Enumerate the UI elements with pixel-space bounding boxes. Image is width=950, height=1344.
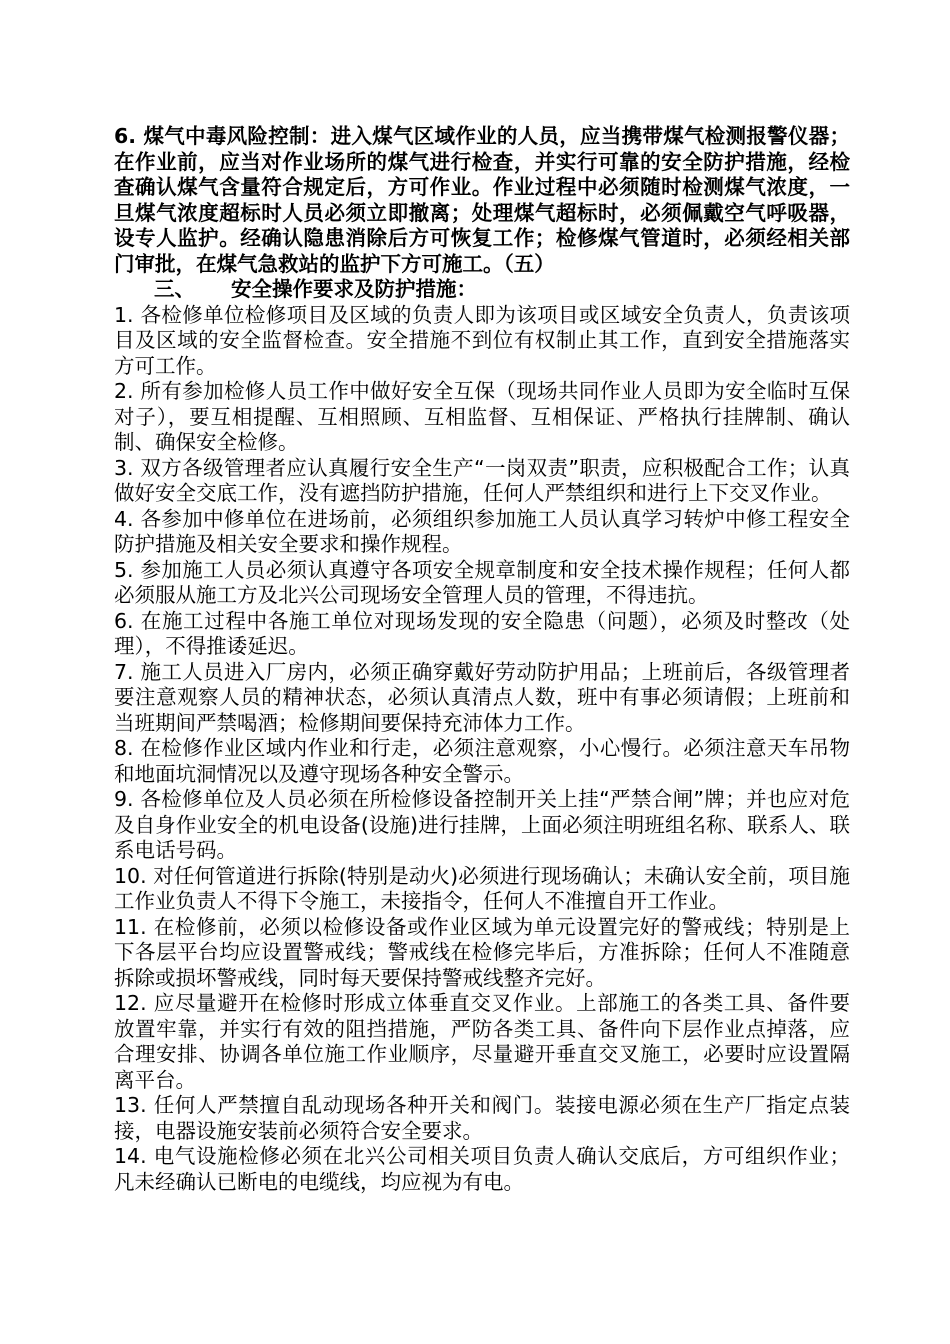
section-heading: [114, 277, 850, 303]
list-item-3: 3. 双方各级管理者应认真履行安全生产“一岗双责”职责，应积极配合工作；认真做好安全交底工作，没有遮挡防护措施，任何人严禁组织和进行上下交叉作业。: [114, 455, 850, 505]
list-item-5: 5. 参加施工人员必须认真遵守各项安全规章制度和安全技术操作规程；任何人都必须服从施工方及北兴公司现场安全管理人员的管理，不得违抗。: [114, 557, 850, 607]
list-item-8: 8. 在检修作业区域内作业和行走，必须注意观察，小心慢行。必须注意天车吊物和地面坑洞情况以及遵守现场各种安全警示。: [114, 736, 850, 786]
list-item-11: 11. 在检修前，必须以检修设备或作业区域为单元设置完好的警戒线；特别是上下各层平台均应设置警戒线；警戒线在检修完毕后，方准拆除；任何人不准随意拆除或损坏警戒线，同时每天要保持警戒线整齐完好。: [114, 914, 850, 990]
list-item-7: 7. 施工人员进入厂房内，必须正确穿戴好劳动防护用品；上班前后，各级管理者要注意观察人员的精神状态，必须认真清点人数，班中有事必须请假；上班前和当班期间严禁喝酒；检修期间要保持充沛体力工作。: [114, 659, 850, 735]
paragraph-gas-poisoning-control: 6. 煤气中毒风险控制：进入煤气区域作业的人员，应当携带煤气检测报警仪器；在作业前，应当对作业场所的煤气进行检查，并实行可靠的安全防护措施，经检查确认煤气含量符合规定后，方可作业。作业过程中必须随时检测煤气浓度，一旦煤气浓度超标时人员必须立即撤离；处理煤气超标时，必须佩戴空气呼吸器，设专人监护。经确认隐患消除后方可恢复工作；检修煤气管道时，必须经相关部门审批，在煤气急救站的监护下方可施工。（五）: [114, 124, 850, 276]
list-item-9: 9. 各检修单位及人员必须在所检修设备控制开关上挂“严禁合闸”牌；并也应对危及自身作业安全的机电设备(设施)进行挂牌，上面必须注明班组名称、联系人、联系电话号码。: [114, 787, 850, 862]
list-item-14: 14. 电气设施检修必须在北兴公司相关项目负责人确认交底后，方可组织作业；凡未经确认已断电的电缆线，均应视为有电。: [114, 1144, 850, 1194]
document-page: [114, 124, 850, 1195]
list-item-2: 2. 所有参加检修人员工作中做好安全互保（现场共同作业人员即为安全临时互保对子），要互相提醒、互相照顾、互相监督、互相保证、严格执行挂牌制、确认制、确保安全检修。: [114, 379, 850, 454]
list-item-6: 6. 在施工过程中各施工单位对现场发现的安全隐患（问题），必须及时整改（处理），不得推诿延迟。: [114, 608, 850, 658]
list-item-13: 13. 任何人严禁擅自乱动现场各种开关和阀门。装接电源必须在生产厂指定点装接，电器设施安装前必须符合安全要求。: [114, 1093, 850, 1143]
section-title: 安全操作要求及防护措施：: [231, 277, 477, 301]
list-item-10: 10. 对任何管道进行拆除(特别是动火)必须进行现场确认；未确认安全前，项目施工作业负责人不得下令施工，未接指令，任何人不准擅自开工作业。: [114, 863, 850, 913]
list-item-1: 1. 各检修单位检修项目及区域的负责人即为该项目或区域安全负责人，负责该项目及区域的安全监督检查。安全措施不到位有权制止其工作，直到安全措施落实方可工作。: [114, 302, 850, 378]
list-item-12: 12. 应尽量避开在检修时形成立体垂直交叉作业。上部施工的各类工具、备件要放置牢靠，并实行有效的阻挡措施，严防各类工具、备件向下层作业点掉落，应合理安排、协调各单位施工作业顺序，尽量避开垂直交叉施工，必要时应设置隔离平台。: [114, 991, 850, 1092]
list-item-4: 4. 各参加中修单位在进场前，必须组织参加施工人员认真学习转炉中修工程安全防护措施及相关安全要求和操作规程。: [114, 506, 850, 556]
section-number: 三、: [154, 277, 195, 301]
